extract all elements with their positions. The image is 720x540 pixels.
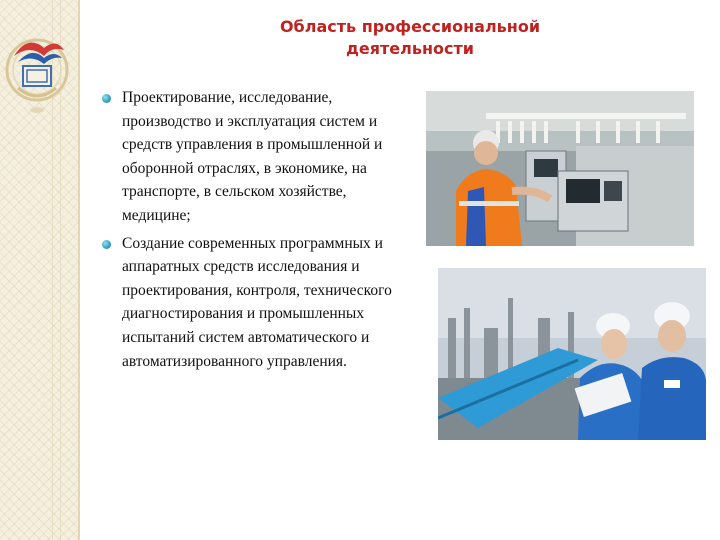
university-emblem-icon (4, 26, 70, 118)
round-bullet-icon (102, 240, 111, 249)
title-line-2: деятельности (345, 39, 475, 58)
engineers-site-photo (438, 268, 706, 440)
title-line-1: Область профессиональной (279, 17, 541, 36)
factory-operator-photo (426, 91, 694, 246)
bullet-text: Проектирование, исследование, производство и эксплуатация систем и средств управления в промышленной и оборонной отраслях, в экономике, на транспорте, в сельском хозяйстве, медицине; (122, 89, 383, 224)
bullet-item (102, 232, 414, 374)
slide-title (150, 16, 670, 60)
round-bullet-icon (102, 94, 111, 103)
bullet-item (102, 86, 414, 228)
bullet-text: Создание современных программных и аппаратных средств исследования и проектирования, контроля, технического диагностирования и промышленных испытаний систем автоматического и автоматизированного управления. (122, 234, 392, 370)
bullet-list (102, 86, 414, 377)
